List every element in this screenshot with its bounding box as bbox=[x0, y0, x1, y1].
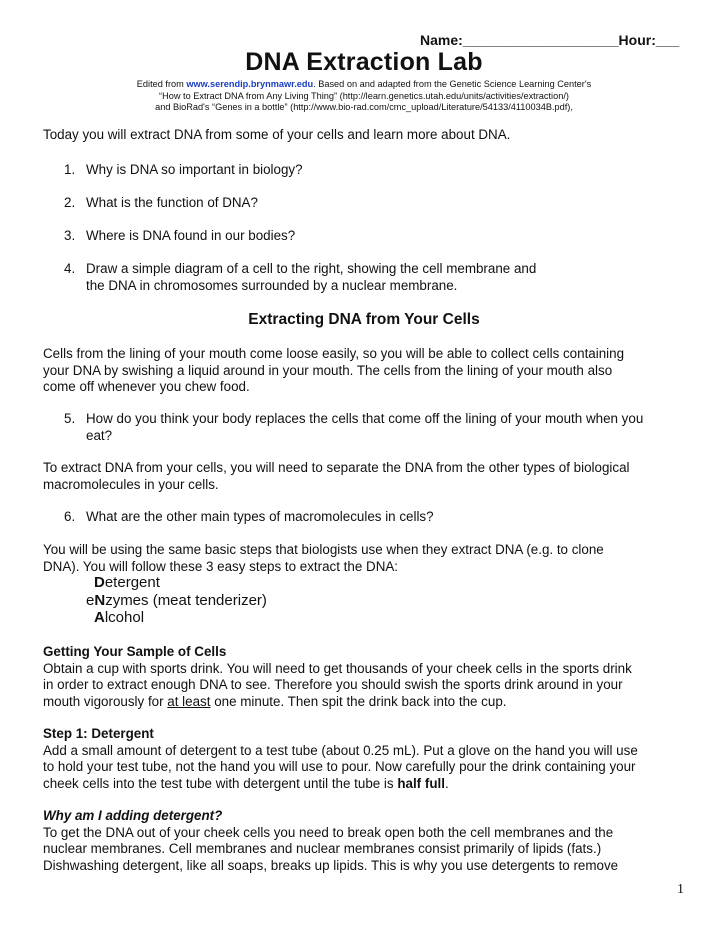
paragraph-line bbox=[43, 776, 713, 793]
bold-text: half full bbox=[397, 775, 445, 791]
text: one minute. Then spit the drink back into the cup. bbox=[210, 693, 507, 709]
text: cheek cells into the test tube with detergent until the tube is bbox=[43, 775, 398, 791]
paragraph-line: in order to extract enough DNA to see. Therefore you should swish the sports drink around in your bbox=[43, 677, 623, 692]
dna-step-detergent bbox=[86, 574, 267, 592]
step-rest: lcohol bbox=[104, 609, 145, 626]
question-number: 5. bbox=[64, 411, 76, 426]
page-title: DNA Extraction Lab bbox=[245, 48, 483, 76]
paragraph-line: macromolecules in your cells. bbox=[43, 476, 219, 492]
sample-section bbox=[43, 644, 713, 710]
step1-heading: Step 1: Detergent bbox=[43, 726, 154, 741]
serendip-link[interactable]: www.serendip.brynmawr.edu bbox=[186, 79, 314, 89]
paragraph-line: You will be using the same basic steps that biologists use when they extract DNA (e.g. to clone bbox=[43, 542, 604, 557]
text: mouth vigorously for bbox=[43, 693, 168, 709]
why-detergent-heading: Why am I adding detergent? bbox=[43, 808, 223, 823]
paragraph-line bbox=[43, 694, 713, 711]
question-text: How do you think your body replaces the cells that come off the lining of your mouth when you bbox=[86, 411, 644, 426]
step-initial: N bbox=[94, 591, 106, 609]
paragraph-line: to hold your test tube, not the hand you will use to pour. Now carefully pour the drink containing your bbox=[43, 759, 636, 774]
credits bbox=[0, 79, 728, 114]
credits-line3: and BioRad's “Genes in a bottle” (http://www.bio-rad.com/cmc_upload/Literature/54133/4110034B.pdf), bbox=[155, 102, 573, 112]
step-initial: D bbox=[94, 574, 105, 591]
question-1 bbox=[64, 162, 714, 179]
question-number: 3. bbox=[64, 228, 76, 243]
name-label: Name: bbox=[420, 32, 463, 48]
hour-label: Hour: bbox=[618, 32, 656, 48]
intro-text: Today you will extract DNA from some of your cells and learn more about DNA. bbox=[43, 127, 511, 142]
question-text: Where is DNA found in our bodies? bbox=[86, 228, 296, 243]
credits-line1-rest: . Based on and adapted from the Genetic Science Learning Center's bbox=[313, 79, 592, 89]
hour-blank: ___ bbox=[655, 32, 680, 48]
underlined-text: at least bbox=[167, 693, 211, 709]
name-hour-line bbox=[420, 32, 679, 48]
paragraph-line: To get the DNA out of your cheek cells you need to break open both the cell membranes and the bbox=[43, 824, 614, 840]
question-number: 4. bbox=[64, 261, 76, 276]
question-number: 6. bbox=[64, 509, 76, 524]
paragraph-line: come off whenever you chew food. bbox=[43, 379, 250, 394]
basic-steps-paragraph bbox=[43, 542, 713, 575]
question-3 bbox=[64, 228, 714, 245]
step-prefix: e bbox=[86, 591, 95, 609]
section-title: Extracting DNA from Your Cells bbox=[248, 311, 480, 328]
question-4 bbox=[64, 261, 714, 294]
step-initial: A bbox=[94, 609, 105, 626]
question-text-cont: eat? bbox=[86, 427, 113, 443]
question-text: What is the function of DNA? bbox=[86, 195, 258, 210]
step1-section bbox=[43, 726, 713, 792]
paragraph-line: nuclear membranes. Cell membranes and nuclear membranes consist primarily of lipids (fats.) bbox=[43, 841, 602, 856]
question-2 bbox=[64, 195, 714, 212]
dna-steps-list bbox=[86, 574, 267, 627]
question-number: 2. bbox=[64, 195, 76, 210]
question-text-cont: the DNA in chromosomes surrounded by a nuclear membrane. bbox=[86, 277, 458, 293]
question-text: Why is DNA so important in biology? bbox=[86, 162, 303, 177]
paragraph-line: Dishwashing detergent, like all soaps, breaks up lipids. This is why you use detergents to remove bbox=[43, 857, 619, 873]
step-rest: etergent bbox=[104, 574, 160, 591]
sample-heading: Getting Your Sample of Cells bbox=[43, 644, 227, 659]
credits-line2: “How to Extract DNA from Any Living Thing” (http://learn.genetics.utah.edu/units/activities/extraction/) bbox=[159, 90, 569, 101]
text: . bbox=[444, 775, 449, 791]
dna-step-alcohol bbox=[86, 609, 267, 627]
step-rest: zymes (meat tenderizer) bbox=[105, 591, 267, 609]
question-6 bbox=[64, 509, 714, 526]
why-detergent-section bbox=[43, 808, 713, 874]
cells-lining-paragraph bbox=[43, 346, 713, 396]
paragraph-line: Add a small amount of detergent to a test tube (about 0.25 mL). Put a glove on the hand you will use bbox=[43, 742, 638, 758]
question-text: What are the other main types of macromolecules in cells? bbox=[86, 509, 434, 524]
question-number: 1. bbox=[64, 162, 76, 177]
page-number: 1 bbox=[677, 882, 684, 897]
name-blank: ____________________ bbox=[462, 32, 619, 48]
credits-prefix: Edited from bbox=[136, 79, 187, 89]
separate-paragraph bbox=[43, 460, 713, 493]
question-text: Draw a simple diagram of a cell to the right, showing the cell membrane and bbox=[86, 261, 537, 276]
paragraph-line: Cells from the lining of your mouth come loose easily, so you will be able to collect cells containing bbox=[43, 346, 625, 361]
paragraph-line: DNA). You will follow these 3 easy steps to extract the DNA: bbox=[43, 558, 399, 574]
dna-step-enzymes bbox=[86, 592, 267, 610]
question-5 bbox=[64, 411, 714, 444]
paragraph-line: Obtain a cup with sports drink. You will need to get thousands of your cheek cells in the sports drink bbox=[43, 660, 632, 676]
paragraph-line: To extract DNA from your cells, you will need to separate the DNA from the other types of biological bbox=[43, 460, 630, 475]
paragraph-line: your DNA by swishing a liquid around in your mouth. The cells from the lining of your mouth also bbox=[43, 362, 613, 378]
